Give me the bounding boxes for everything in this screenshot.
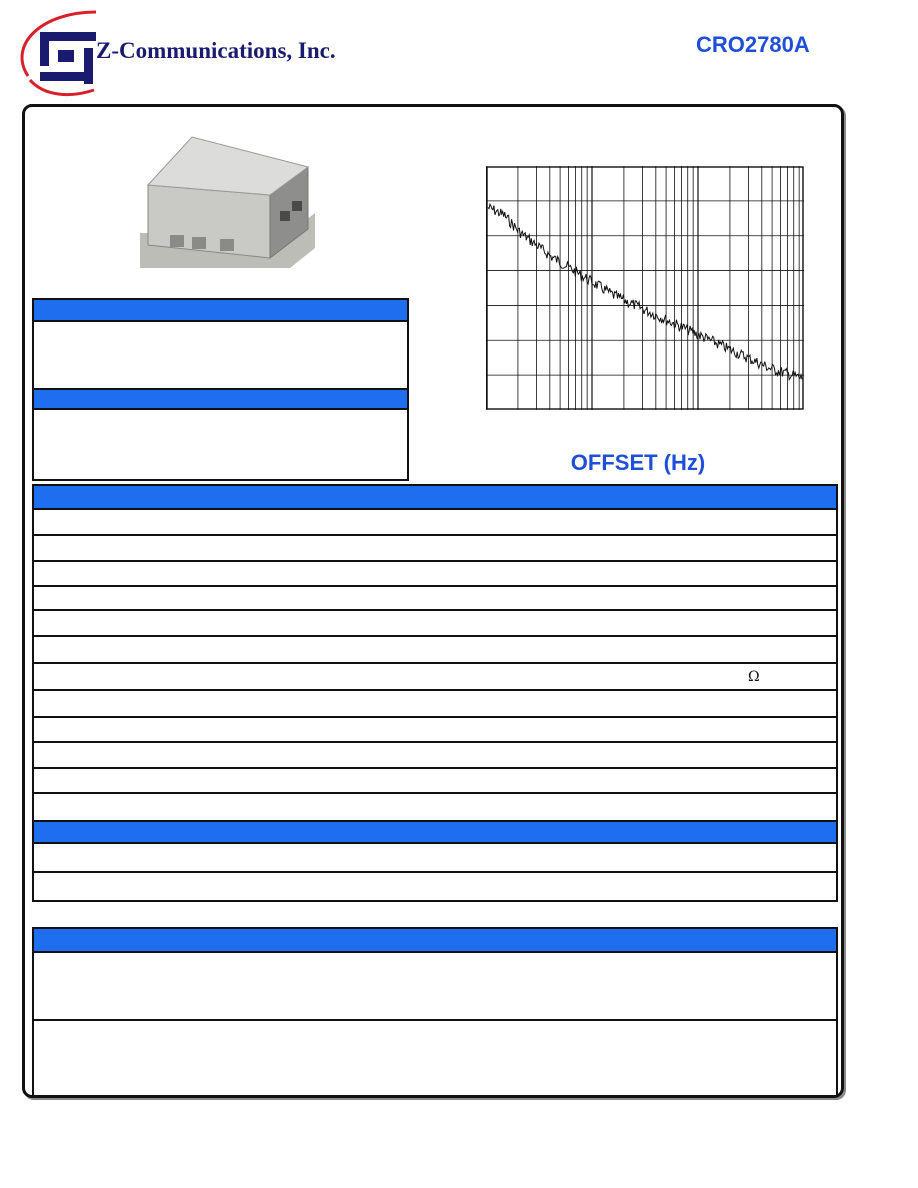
- model-number: CRO2780A: [696, 32, 810, 57]
- table-row: [34, 716, 836, 718]
- logo-mark-bottom: [40, 72, 93, 81]
- table-row: [34, 871, 836, 873]
- info-panel-subheader: [34, 388, 407, 410]
- company-name: Z-Communications, Inc.: [96, 38, 336, 63]
- phase-noise-chart: [486, 166, 804, 410]
- notes-panel: [32, 927, 838, 1097]
- table-row: [34, 534, 836, 536]
- impedance-symbol: Ω: [748, 669, 760, 685]
- info-panel: [32, 298, 409, 481]
- table-row: [34, 560, 836, 562]
- specifications-table: [32, 484, 838, 902]
- table-row: [34, 689, 836, 691]
- spec-table-subheader: [34, 820, 836, 844]
- table-row: [34, 662, 836, 664]
- table-row: [34, 741, 836, 743]
- logo-mark-left: [40, 32, 49, 66]
- table-row: [34, 767, 836, 769]
- chart-x-axis-title: OFFSET (Hz): [570, 450, 706, 475]
- spec-table-header: [34, 486, 836, 510]
- notes-panel-header: [34, 929, 836, 953]
- product-image: [130, 133, 320, 273]
- chart-grid: [486, 166, 804, 410]
- table-row: [34, 609, 836, 611]
- chart-border: [487, 167, 803, 409]
- table-row: [34, 635, 836, 637]
- table-row: [34, 792, 836, 794]
- info-panel-header: [34, 300, 407, 322]
- notes-divider: [34, 1019, 836, 1021]
- table-row: [34, 585, 836, 587]
- logo-mark-center: [58, 50, 74, 62]
- phase-noise-trace: [488, 204, 802, 379]
